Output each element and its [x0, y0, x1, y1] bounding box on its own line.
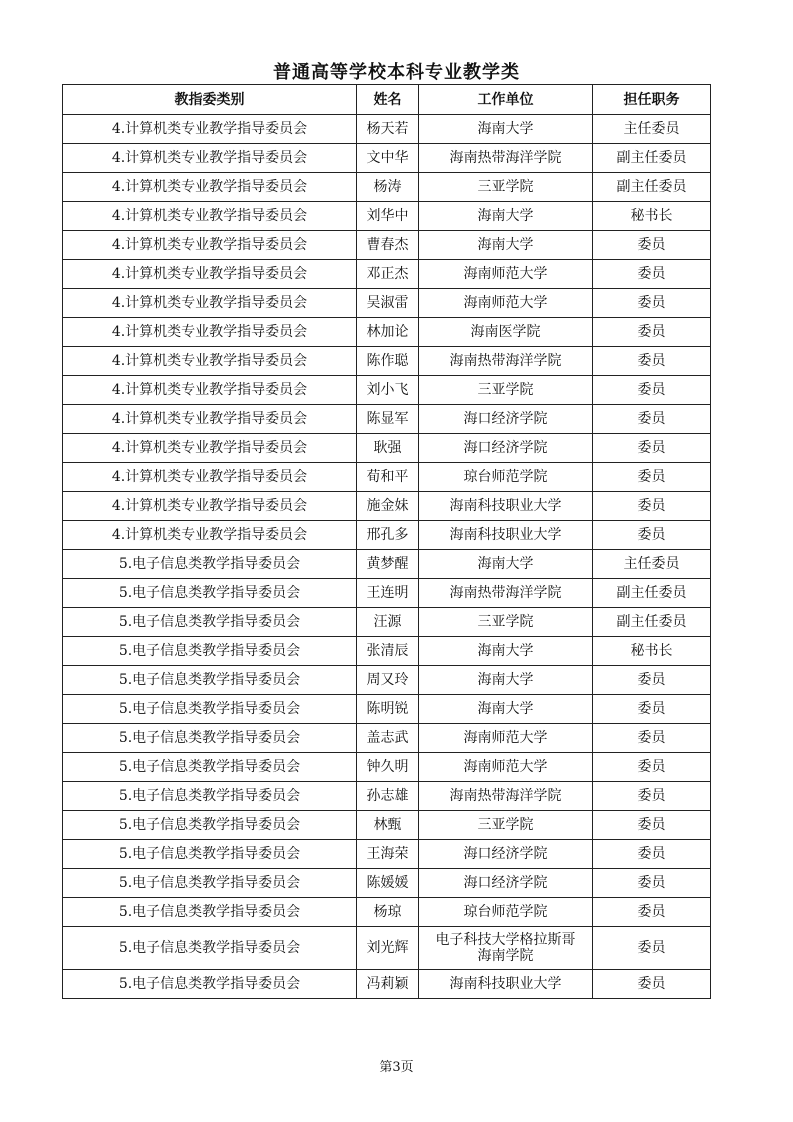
name-cell: 施金妹 — [357, 492, 419, 521]
role-cell: 委员 — [593, 970, 711, 999]
committee-cell: 5.电子信息类教学指导委员会 — [63, 898, 357, 927]
committee-cell: 4.计算机类专业教学指导委员会 — [63, 115, 357, 144]
unit-cell: 海南大学 — [419, 637, 593, 666]
committee-cell: 5.电子信息类教学指导委员会 — [63, 782, 357, 811]
committee-cell: 4.计算机类专业教学指导委员会 — [63, 434, 357, 463]
table-row — [63, 970, 711, 999]
committee-cell: 5.电子信息类教学指导委员会 — [63, 608, 357, 637]
name-cell: 陈显军 — [357, 405, 419, 434]
name-cell: 陈媛媛 — [357, 869, 419, 898]
role-cell: 主任委员 — [593, 115, 711, 144]
role-cell: 副主任委员 — [593, 144, 711, 173]
role-cell: 委员 — [593, 898, 711, 927]
role-cell: 委员 — [593, 753, 711, 782]
committee-cell: 4.计算机类专业教学指导委员会 — [63, 376, 357, 405]
table-row — [63, 173, 711, 202]
role-cell: 委员 — [593, 521, 711, 550]
table-row — [63, 144, 711, 173]
name-cell: 张清辰 — [357, 637, 419, 666]
header-name: 姓名 — [357, 85, 419, 115]
name-cell: 杨琼 — [357, 898, 419, 927]
unit-cell: 三亚学院 — [419, 173, 593, 202]
table-row — [63, 840, 711, 869]
committee-cell: 4.计算机类专业教学指导委员会 — [63, 492, 357, 521]
committee-cell: 4.计算机类专业教学指导委员会 — [63, 318, 357, 347]
table-row — [63, 724, 711, 753]
unit-cell: 海口经济学院 — [419, 869, 593, 898]
unit-cell: 海南师范大学 — [419, 753, 593, 782]
unit-cell: 海南大学 — [419, 115, 593, 144]
name-cell: 文中华 — [357, 144, 419, 173]
name-cell: 刘光辉 — [357, 927, 419, 970]
name-cell: 周又玲 — [357, 666, 419, 695]
table-row — [63, 231, 711, 260]
committee-cell: 4.计算机类专业教学指导委员会 — [63, 173, 357, 202]
role-cell: 委员 — [593, 811, 711, 840]
unit-cell: 海南科技职业大学 — [419, 970, 593, 999]
page-number: 第3页 — [379, 1060, 414, 1075]
unit-cell: 海南大学 — [419, 695, 593, 724]
name-cell: 林加论 — [357, 318, 419, 347]
table-row — [63, 492, 711, 521]
unit-cell: 三亚学院 — [419, 608, 593, 637]
name-cell: 陈明锐 — [357, 695, 419, 724]
table-row — [63, 869, 711, 898]
role-cell: 委员 — [593, 376, 711, 405]
table-row — [63, 637, 711, 666]
table-row — [63, 608, 711, 637]
name-cell: 黄梦醒 — [357, 550, 419, 579]
role-cell: 副主任委员 — [593, 579, 711, 608]
committee-cell: 4.计算机类专业教学指导委员会 — [63, 521, 357, 550]
table-row — [63, 695, 711, 724]
name-cell: 耿强 — [357, 434, 419, 463]
role-cell: 委员 — [593, 869, 711, 898]
header-committee: 教指委类别 — [63, 85, 357, 115]
role-cell: 委员 — [593, 318, 711, 347]
committee-cell: 4.计算机类专业教学指导委员会 — [63, 347, 357, 376]
table-body — [63, 115, 711, 999]
table-row — [63, 521, 711, 550]
table-row — [63, 289, 711, 318]
role-cell: 委员 — [593, 724, 711, 753]
role-cell: 秘书长 — [593, 202, 711, 231]
role-cell: 副主任委员 — [593, 173, 711, 202]
name-cell: 冯莉颖 — [357, 970, 419, 999]
role-cell: 委员 — [593, 492, 711, 521]
role-cell: 主任委员 — [593, 550, 711, 579]
committee-cell: 5.电子信息类教学指导委员会 — [63, 869, 357, 898]
role-cell: 委员 — [593, 347, 711, 376]
committee-cell: 5.电子信息类教学指导委员会 — [63, 579, 357, 608]
committee-cell: 4.计算机类专业教学指导委员会 — [63, 463, 357, 492]
unit-cell: 海南医学院 — [419, 318, 593, 347]
role-cell: 委员 — [593, 463, 711, 492]
table-row — [63, 898, 711, 927]
committee-cell: 5.电子信息类教学指导委员会 — [63, 970, 357, 999]
committee-cell: 5.电子信息类教学指导委员会 — [63, 927, 357, 970]
role-cell: 委员 — [593, 434, 711, 463]
unit-cell: 海南科技职业大学 — [419, 492, 593, 521]
role-cell: 委员 — [593, 782, 711, 811]
committee-cell: 4.计算机类专业教学指导委员会 — [63, 289, 357, 318]
table-row — [63, 550, 711, 579]
unit-cell: 海南大学 — [419, 231, 593, 260]
role-cell: 委员 — [593, 927, 711, 970]
committee-cell: 4.计算机类专业教学指导委员会 — [63, 260, 357, 289]
unit-cell: 电子科技大学格拉斯哥 海南学院 — [419, 927, 593, 970]
committee-cell: 5.电子信息类教学指导委员会 — [63, 637, 357, 666]
table-header-row — [63, 85, 711, 115]
committee-cell: 5.电子信息类教学指导委员会 — [63, 666, 357, 695]
committee-cell: 5.电子信息类教学指导委员会 — [63, 695, 357, 724]
unit-cell: 海南热带海洋学院 — [419, 782, 593, 811]
committee-cell: 5.电子信息类教学指导委员会 — [63, 811, 357, 840]
page-title: 普通高等学校本科专业教学类 — [273, 62, 520, 83]
table-row — [63, 579, 711, 608]
unit-cell: 海南热带海洋学院 — [419, 347, 593, 376]
unit-cell: 海南大学 — [419, 550, 593, 579]
name-cell: 陈作聪 — [357, 347, 419, 376]
committee-cell: 4.计算机类专业教学指导委员会 — [63, 202, 357, 231]
role-cell: 委员 — [593, 289, 711, 318]
unit-cell: 海口经济学院 — [419, 840, 593, 869]
name-cell: 邓正杰 — [357, 260, 419, 289]
unit-cell: 海南大学 — [419, 202, 593, 231]
unit-cell: 海南师范大学 — [419, 260, 593, 289]
table-row — [63, 666, 711, 695]
header-role: 担任职务 — [593, 85, 711, 115]
unit-cell: 琼台师范学院 — [419, 463, 593, 492]
name-cell: 盖志武 — [357, 724, 419, 753]
unit-cell: 海南科技职业大学 — [419, 521, 593, 550]
table-row — [63, 927, 711, 970]
name-cell: 王连明 — [357, 579, 419, 608]
header-unit: 工作单位 — [419, 85, 593, 115]
table-row — [63, 347, 711, 376]
name-cell: 刘华中 — [357, 202, 419, 231]
committee-table — [62, 84, 711, 999]
unit-cell: 三亚学院 — [419, 376, 593, 405]
committee-cell: 5.电子信息类教学指导委员会 — [63, 840, 357, 869]
role-cell: 委员 — [593, 231, 711, 260]
name-cell: 刘小飞 — [357, 376, 419, 405]
table-row — [63, 260, 711, 289]
role-cell: 委员 — [593, 405, 711, 434]
unit-cell: 海南师范大学 — [419, 289, 593, 318]
name-cell: 林甄 — [357, 811, 419, 840]
table-row — [63, 782, 711, 811]
name-cell: 邢孔多 — [357, 521, 419, 550]
role-cell: 委员 — [593, 260, 711, 289]
name-cell: 吴淑雷 — [357, 289, 419, 318]
committee-cell: 4.计算机类专业教学指导委员会 — [63, 405, 357, 434]
unit-cell: 海南师范大学 — [419, 724, 593, 753]
committee-cell: 5.电子信息类教学指导委员会 — [63, 550, 357, 579]
committee-cell: 5.电子信息类教学指导委员会 — [63, 724, 357, 753]
table-row — [63, 405, 711, 434]
table-row — [63, 811, 711, 840]
table-row — [63, 202, 711, 231]
role-cell: 委员 — [593, 666, 711, 695]
unit-cell: 海口经济学院 — [419, 405, 593, 434]
committee-cell: 4.计算机类专业教学指导委员会 — [63, 231, 357, 260]
unit-cell: 海南热带海洋学院 — [419, 579, 593, 608]
role-cell: 副主任委员 — [593, 608, 711, 637]
table-row — [63, 115, 711, 144]
table-row — [63, 753, 711, 782]
name-cell: 钟久明 — [357, 753, 419, 782]
committee-cell: 5.电子信息类教学指导委员会 — [63, 753, 357, 782]
name-cell: 孙志雄 — [357, 782, 419, 811]
name-cell: 汪源 — [357, 608, 419, 637]
name-cell: 王海荣 — [357, 840, 419, 869]
unit-cell: 海南热带海洋学院 — [419, 144, 593, 173]
unit-cell: 三亚学院 — [419, 811, 593, 840]
role-cell: 委员 — [593, 840, 711, 869]
name-cell: 荀和平 — [357, 463, 419, 492]
table-row — [63, 434, 711, 463]
name-cell: 杨天若 — [357, 115, 419, 144]
name-cell: 杨涛 — [357, 173, 419, 202]
table-row — [63, 318, 711, 347]
table-row — [63, 463, 711, 492]
unit-cell: 琼台师范学院 — [419, 898, 593, 927]
unit-cell: 海南大学 — [419, 666, 593, 695]
role-cell: 委员 — [593, 695, 711, 724]
committee-cell: 4.计算机类专业教学指导委员会 — [63, 144, 357, 173]
name-cell: 曹春杰 — [357, 231, 419, 260]
table-row — [63, 376, 711, 405]
unit-cell: 海口经济学院 — [419, 434, 593, 463]
role-cell: 秘书长 — [593, 637, 711, 666]
